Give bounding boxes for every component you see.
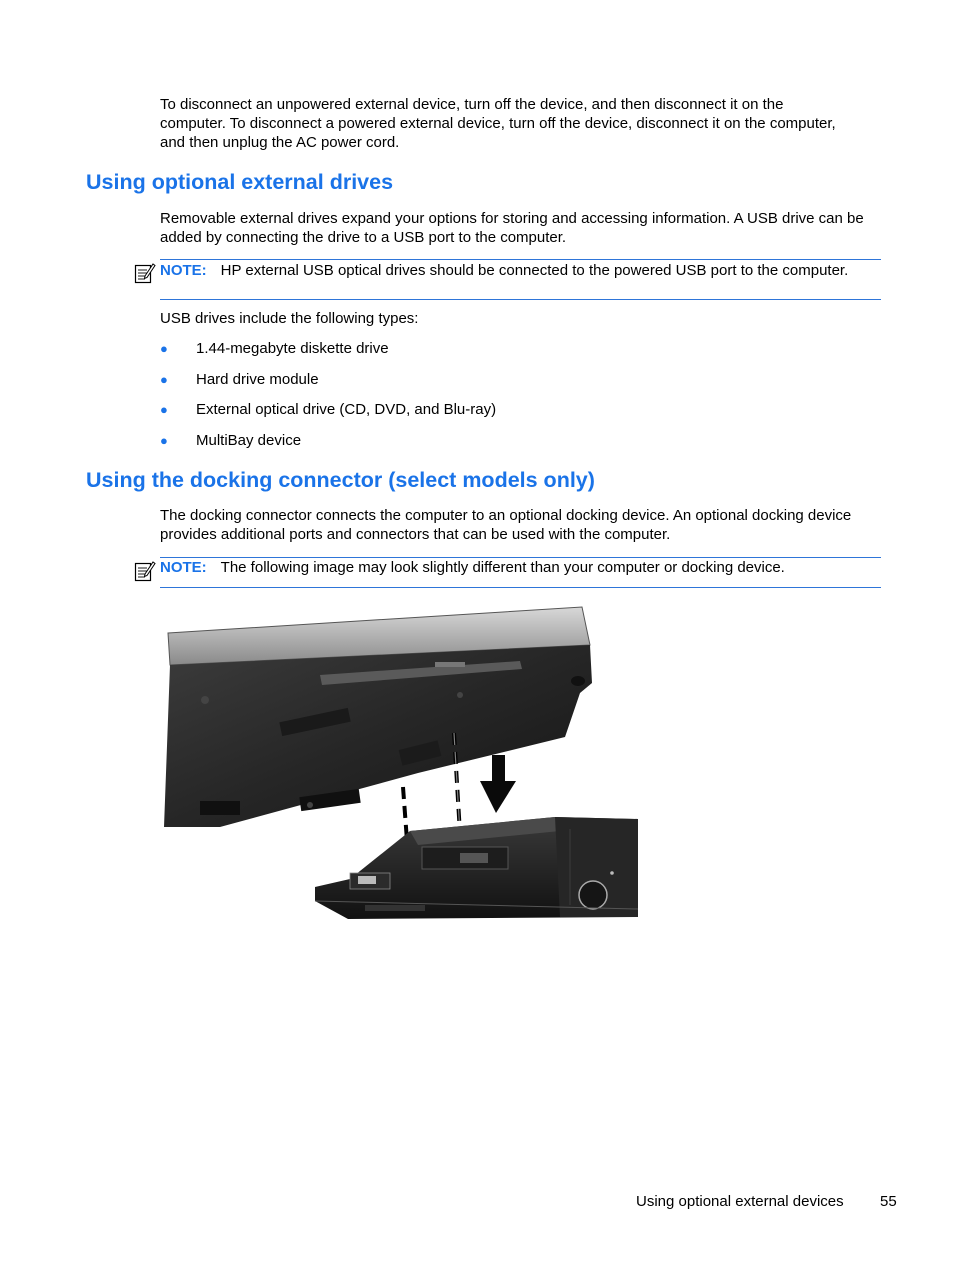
bullet-icon: ● bbox=[160, 372, 168, 387]
bullet-icon: ● bbox=[160, 402, 168, 417]
bullet-icon: ● bbox=[160, 341, 168, 356]
section-heading-docking-connector: Using the docking connector (select models only) bbox=[86, 468, 595, 492]
page-number: 55 bbox=[880, 1193, 897, 1210]
section-heading-external-drives: Using optional external drives bbox=[86, 170, 394, 194]
note-box-usb bbox=[160, 259, 881, 300]
note-pad-icon bbox=[134, 560, 156, 582]
section2-paragraph: The docking connector connects the computer to an optional docking device. An optional docking device provides additional ports and connectors that can be used with the computer. bbox=[160, 507, 852, 543]
docking-illustration bbox=[160, 605, 640, 923]
list-intro: USB drives include the following types: bbox=[160, 310, 419, 327]
note-label: NOTE: bbox=[160, 559, 207, 576]
note-label: NOTE: bbox=[160, 262, 207, 279]
note-box-image bbox=[160, 557, 881, 588]
note-text: The following image may look slightly different than your computer or docking device. bbox=[220, 559, 785, 576]
intro-paragraph: To disconnect an unpowered external device, turn off the device, and then disconnect it on the computer. To disconnect a powered external device, turn off the device, disconnect it on the computer, and then unplug the AC power cord. bbox=[160, 96, 836, 151]
section1-paragraph: Removable external drives expand your options for storing and accessing information. A USB drive can be added by connecting the drive to a USB port to the computer. bbox=[160, 210, 864, 246]
note-text: HP external USB optical drives should be connected to the powered USB port to the computer. bbox=[220, 262, 849, 279]
footer-section-title: Using optional external devices bbox=[636, 1193, 844, 1210]
bullet-icon: ● bbox=[160, 433, 168, 448]
note-pad-icon bbox=[134, 262, 156, 284]
